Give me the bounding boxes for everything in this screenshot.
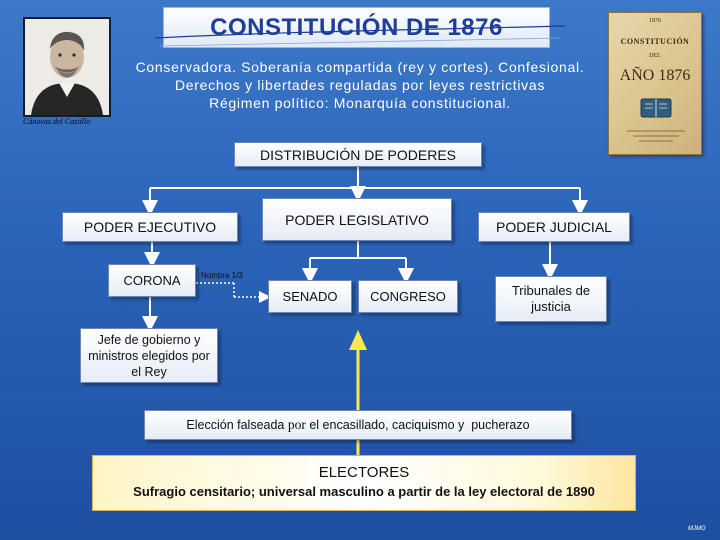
page-title [163,7,550,48]
distribution-of-powers-box [234,142,482,167]
page-title-text: CONSTITUCIÓN DE 1876 [210,13,503,41]
portrait-caption: Cánovas del Castillo [23,117,91,126]
book-subtitle: DEL [649,53,661,59]
courts-box [495,276,607,322]
book-title: CONSTITUCIÓN [620,37,690,46]
book-top-label: 1876 [649,18,661,24]
constitution-summary [115,58,605,112]
connector-legislative-chambers [310,241,406,280]
congress-box [358,280,458,313]
book-year: AÑO 1876 [619,67,691,84]
book-emblem-icon [639,95,673,121]
crown-box [108,264,196,297]
judicial-power-box [478,212,630,242]
connector-crown-appoints-senate [196,283,268,297]
distribution-label: DISTRIBUCIÓN DE PODERES [259,146,457,163]
election-text-part-3: el encasillado, caciquismo y pucherazo [305,418,530,432]
portrait-drawing [25,19,109,115]
government-label: Jefe de gobierno y ministros elegidos por el Rey [88,332,210,379]
courts-label: Tribunales de justicia [511,283,591,314]
constitution-book-cover [608,12,702,155]
falsified-election-box [144,410,572,440]
judicial-power-label: PODER JUDICIAL [496,219,612,235]
appoints-note: Nombra 1/3 [201,271,243,280]
congress-label: CONGRESO [370,289,446,304]
election-text-part-2: por [287,417,306,432]
legislative-power-label: PODER LEGISLATIVO [285,211,429,228]
executive-power-label: PODER EJECUTIVO [83,219,217,235]
senate-box [268,280,352,313]
canovas-portrait [23,17,111,117]
electors-suffrage: Sufragio censitario; universal masculino a partir de la ley electoral de 1890 [133,484,595,499]
senate-label: SENADO [282,289,338,304]
electors-title: ELECTORES [318,464,410,481]
summary-line-1: Conservadora. Soberanía compartida (rey y cortes). Confesional. [135,59,585,75]
legislative-power-box [262,198,452,241]
book-imprint-lines [619,127,693,147]
author-credit: MJMG [688,526,706,532]
government-box [80,328,218,383]
summary-line-2: Derechos y libertades reguladas por leyes restrictivas [174,77,546,93]
crown-label: CORONA [123,273,181,288]
election-text-part-1: Elección falseada [186,418,288,432]
summary-line-3: Régimen político: Monarquía constitucional. [209,95,511,111]
executive-power-box [62,212,238,242]
